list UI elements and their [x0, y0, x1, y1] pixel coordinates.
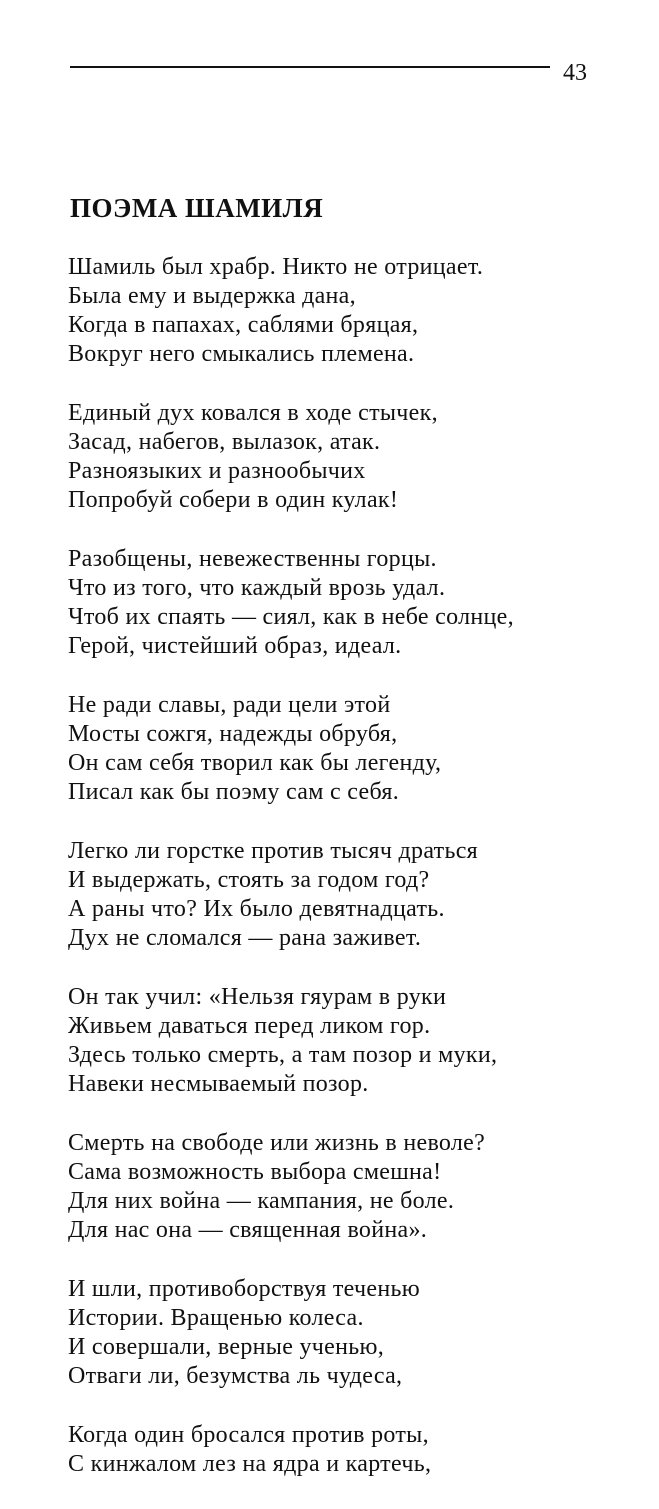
poem-line: Дух не сломался — рана заживет. — [68, 925, 422, 951]
poem-line: Когда в папахах, саблями бряцая, — [68, 312, 419, 338]
stanza — [68, 1275, 648, 1391]
poem-line: И выдержать, стоять за годом год? — [68, 867, 430, 893]
stanza — [68, 1129, 648, 1245]
poem-line: Не ради славы, ради цели этой — [68, 692, 391, 718]
poem-line: Разноязыких и разнообычих — [68, 458, 366, 484]
poem-line: Шамиль был храбр. Никто не отрицает. — [68, 254, 484, 280]
poem-line: Легко ли горстке против тысяч драться — [68, 838, 479, 864]
poem-line: Что из того, что каждый врозь удал. — [68, 575, 446, 601]
stanza — [68, 1421, 648, 1479]
poem-line: Единый дух ковался в ходе стычек, — [68, 400, 438, 426]
poem-title: ПОЭМА ШАМИЛЯ — [70, 193, 324, 223]
poem-line: Здесь только смерть, а там позор и муки, — [68, 1042, 498, 1068]
stanza — [68, 691, 648, 807]
stanza — [68, 983, 648, 1099]
stanza — [68, 545, 648, 661]
poem-line: Писал как бы поэму сам с себя. — [68, 779, 400, 805]
poem-line: Он сам себя творил как бы легенду, — [68, 750, 442, 776]
page-number: 43 — [563, 60, 587, 86]
poem-line: Для нас она — священная война». — [68, 1217, 428, 1243]
poem-line: Навеки несмываемый позор. — [68, 1071, 369, 1097]
poem-line: Он так учил: «Нельзя гяурам в руки — [68, 984, 447, 1010]
poem-line: Чтоб их спаять — сиял, как в небе солнце, — [68, 604, 514, 630]
poem-line: Для них война — кампания, не боле. — [68, 1188, 455, 1214]
poem-line: Была ему и выдержка дана, — [68, 283, 356, 309]
poem-line: Вокруг него смыкались племена. — [68, 341, 415, 367]
poem-body — [68, 253, 648, 1509]
poem-line: А раны что? Их было девятнадцать. — [68, 896, 445, 922]
poem-line: Разобщены, невежественны горцы. — [68, 546, 437, 572]
poem-line: Герой, чистейший образ, идеал. — [68, 633, 402, 659]
stanza — [68, 837, 648, 953]
poem-line: И шли, противоборствуя теченью — [68, 1276, 420, 1302]
header-rule — [70, 66, 550, 68]
poem-line: Засад, набегов, вылазок, атак. — [68, 429, 381, 455]
poem-line: Попробуй собери в один кулак! — [68, 487, 399, 513]
poem-line: Истории. Вращенью колеса. — [68, 1305, 364, 1331]
poem-line: С кинжалом лез на ядра и картечь, — [68, 1451, 432, 1477]
poem-line: Сама возможность выбора смешна! — [68, 1159, 442, 1185]
stanza — [68, 399, 648, 515]
poem-line: Отваги ли, безумства ль чудеса, — [68, 1363, 403, 1389]
stanza — [68, 253, 648, 369]
poem-line: Когда один бросался против роты, — [68, 1422, 429, 1448]
poem-line: Мосты сожгя, надежды обрубя, — [68, 721, 398, 747]
poem-line: Живьем даваться перед ликом гор. — [68, 1013, 431, 1039]
poem-line: И совершали, верные ученью, — [68, 1334, 384, 1360]
poem-line: Смерть на свободе или жизнь в неволе? — [68, 1130, 486, 1156]
